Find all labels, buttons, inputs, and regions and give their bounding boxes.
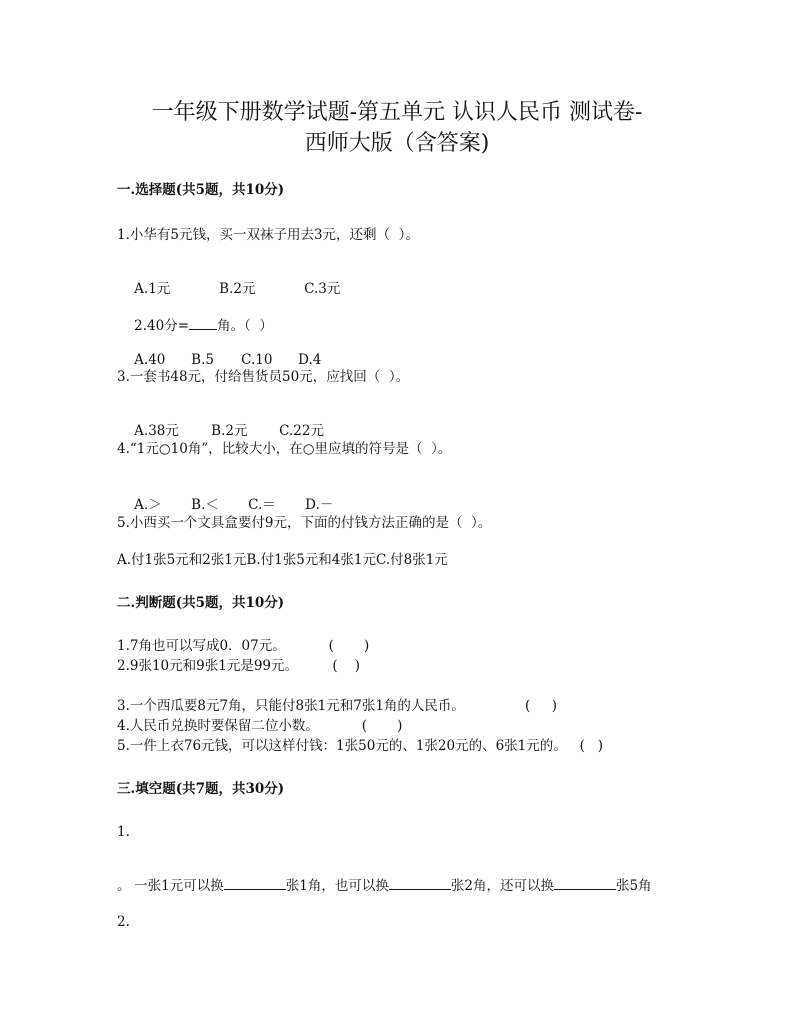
option-c: C.＝ — [248, 497, 276, 513]
document-title-line1: 一年级下册数学试题-第五单元 认识人民币 测试卷- — [151, 100, 643, 125]
option-b: B.5 — [191, 352, 214, 368]
question-3-text: 3.一套书48元，付给售货员50元，应找回（ ）。 — [117, 369, 410, 385]
option-b: B.2元 — [219, 281, 256, 297]
judgement-item-1: 1.7角也可以写成0．07元。 ( ) — [117, 638, 370, 654]
section-heading-choice: 一.选择题(共5题，共10分) — [117, 182, 285, 198]
option-d: D.－ — [305, 497, 334, 513]
option-a: A.38元 — [134, 423, 179, 439]
question-5-text: 5.小西买一个文具盒要付9元，下面的付钱方法正确的是（ ）。 — [117, 515, 492, 531]
fill-text-part4: 张5角 — [615, 878, 652, 894]
question-1-text: 1.小华有5元钱，买一双袜子用去3元，还剩（ ）。 — [117, 227, 419, 243]
option-a: A.1元 — [134, 281, 171, 297]
fill-question-1-text — [117, 857, 652, 913]
section-heading-judgement: 二.判断题(共5题，共10分) — [117, 595, 285, 611]
question-5-options: A.付1张5元和2张1元B.付1张5元和4张1元C.付8张1元 — [117, 552, 448, 568]
answer-blank-2 — [389, 875, 451, 890]
fill-question-1-number: 1. — [117, 824, 130, 840]
option-c: C.22元 — [279, 423, 324, 439]
answer-blank-3 — [554, 875, 616, 890]
fill-question-1-end: 。 — [117, 878, 131, 894]
option-b: B.2元 — [211, 423, 248, 439]
fill-text-part2: 张1角，也可以换 — [285, 878, 389, 894]
fill-question-2-number: 2. — [117, 914, 130, 930]
answer-blank-1 — [224, 875, 286, 890]
option-c: C.3元 — [304, 281, 341, 297]
fill-text-part3: 张2角，还可以换 — [450, 878, 554, 894]
section-heading-fill-blank: 三.填空题(共7题，共30分) — [117, 781, 285, 797]
option-a: A.＞ — [134, 497, 162, 513]
judgement-item-2: 2.9张10元和9张1元是99元。 ( ) — [117, 658, 361, 674]
judgement-item-5: 5.一件上衣76元钱，可以这样付钱：1张50元的、1张20元的、6张1元的。 ( ) — [117, 738, 604, 754]
option-c: C.10 — [241, 352, 273, 368]
option-a: A.40 — [134, 352, 166, 368]
fill-text-part1: 一张1元可以换 — [134, 878, 224, 894]
document-title-line2: 西师大版（含答案) — [304, 131, 490, 156]
question-2-text-before: 2.40分= — [134, 318, 190, 334]
judgement-item-3: 3.一个西瓜要8元7角，只能付8张1元和7张1角的人民币。 ( ) — [117, 698, 557, 714]
judgement-item-4: 4.人民币兑换时要保留二位小数。 ( ) — [117, 718, 403, 734]
answer-blank — [189, 315, 217, 330]
option-d: D.4 — [298, 352, 322, 368]
question-4-text: 4.“1元○10角”，比较大小，在○里应填的符号是（ ）。 — [117, 441, 452, 457]
question-2-text-after: 角。（ ） — [217, 318, 273, 334]
option-b: B.＜ — [191, 497, 219, 513]
